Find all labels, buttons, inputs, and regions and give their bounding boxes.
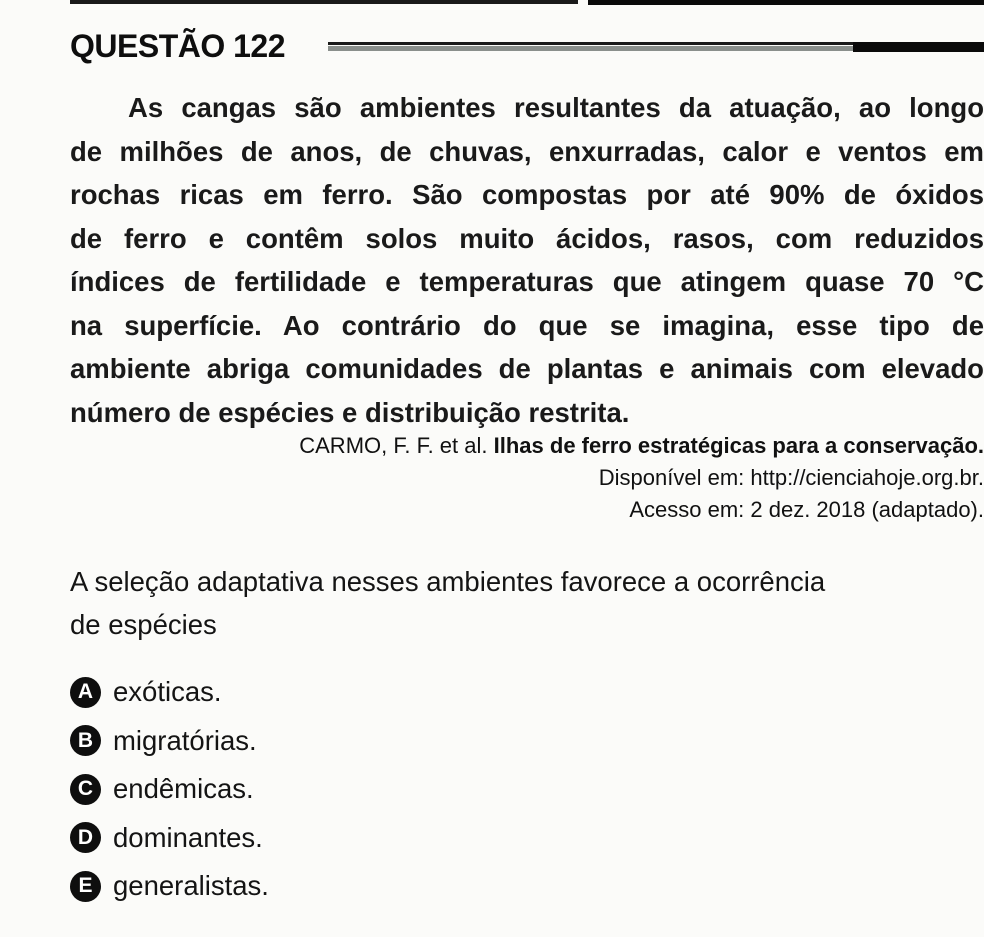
passage-line: de ferro e contêm solos muito ácidos, rasos, com reduzidos [70,222,984,254]
citation-reference [299,430,984,462]
passage-line: número de espécies e distribuição restrita. [70,396,630,428]
question-title: QUESTÃO 122 [70,28,286,64]
passage-text [70,86,984,434]
passage-line: de milhões de anos, de chuvas, enxurradas, calor e ventos em [70,135,984,167]
option-text: endêmicas. [113,773,254,805]
option-text: exóticas. [113,676,222,708]
title-rule-grey [328,46,858,51]
top-divider-right [588,0,984,5]
passage-line: índices de fertilidade e temperaturas que atingem quase 70 °C [70,266,984,297]
title-rule [328,42,984,54]
answer-options [70,668,269,911]
passage-line: ambiente abriga comunidades de plantas e animais com elevado [70,353,984,384]
question-stem [70,560,984,646]
option-d[interactable] [70,814,269,863]
option-text: generalistas. [113,870,269,902]
citation-work-title: Ilhas de ferro estratégicas para a conservação. [493,433,984,458]
passage-line: As cangas são ambientes resultantes da atuação, ao longo [128,92,984,123]
option-c[interactable] [70,765,269,814]
option-letter-d-icon: D [70,822,101,853]
option-text: dominantes. [113,821,263,853]
option-letter-a-icon: A [70,677,101,708]
option-letter-c-icon: C [70,774,101,805]
stem-line: A seleção adaptativa nesses ambientes favorece a ocorrência [70,566,826,597]
passage-line: na superfície. Ao contrário do que se imagina, esse tipo de [70,309,984,341]
option-a[interactable] [70,668,269,717]
option-e[interactable] [70,862,269,911]
passage-line: rochas ricas em ferro. São compostas por até 90% de óxidos [70,179,984,210]
option-letter-e-icon: E [70,871,101,902]
citation [299,430,984,526]
title-rule-thick [853,42,984,52]
top-divider-left [70,0,578,4]
citation-access: Acesso em: 2 dez. 2018 (adaptado). [629,497,984,522]
citation-authors: CARMO, F. F. et al. [299,433,488,458]
citation-available: Disponível em: http://cienciahoje.org.br. [598,465,984,490]
option-letter-b-icon: B [70,725,101,756]
stem-line: de espécies [70,609,217,640]
option-text: migratórias. [113,724,257,756]
option-b[interactable] [70,717,269,766]
